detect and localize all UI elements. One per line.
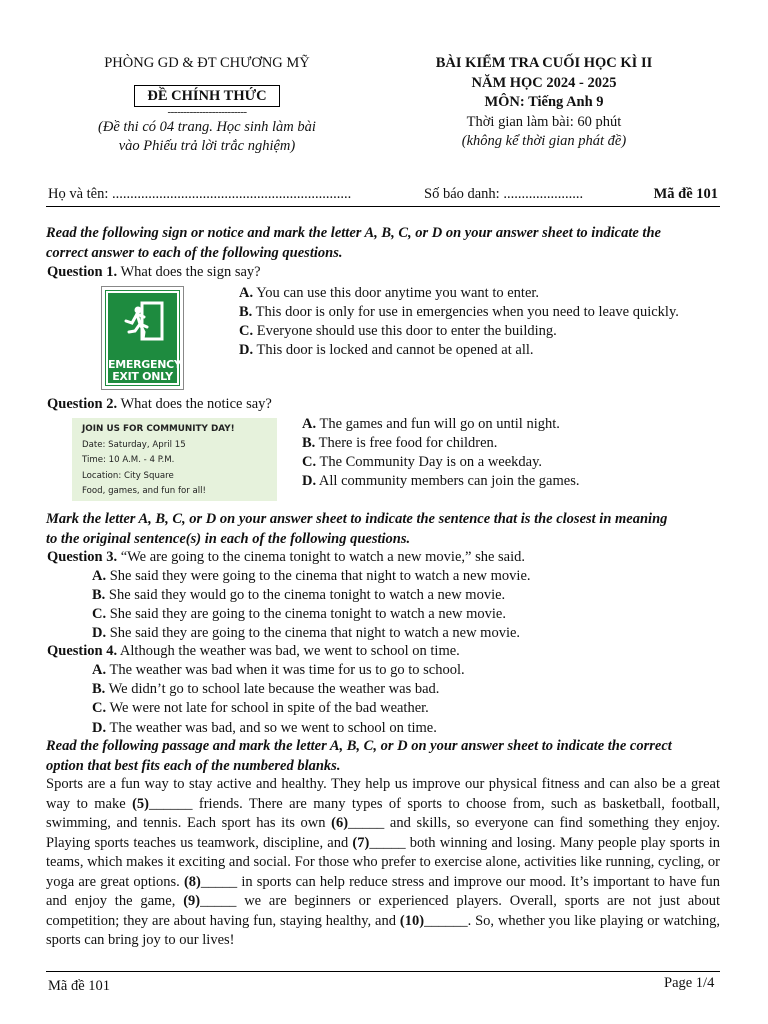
q4-option-d-text: The weather was bad, and so we went to school on time. [106,720,437,736]
blank-6-label: (6) [331,815,349,831]
subject: MÔN: Tiếng Anh 9 [484,94,604,110]
q3-option-c[interactable] [92,605,506,625]
q3-option-b[interactable] [92,586,505,606]
duration-note: (không kể thời gian phát đề) [461,133,627,149]
q4-option-c-text: We were not late for school in spite of the bad weather. [106,700,429,716]
notice-location: Location: City Square [82,470,174,481]
section1-instruction-line2: correct answer to each of the following questions. [46,244,343,261]
section3-instruction-line2: option that best fits each of the numbered blanks. [46,757,341,774]
q4-option-c[interactable] [92,699,429,719]
q2-option-a-text: The games and fun will go on until night. [316,416,560,432]
section2-instruction [46,510,720,549]
q3-option-d-letter: D. [92,625,107,641]
footer-rule [46,971,720,972]
exam-title: BÀI KIỂM TRA CUỐI HỌC KÌ II [435,55,653,71]
passage-text: _____ both winning and losing. Many people play sports in teams, which makes it exciting and social. For those who prefer to exercise alone, activities like running, cycling, or yoga are great options. [46,834,720,890]
q4-option-a[interactable] [92,661,465,681]
sign-caption [108,358,182,383]
q1-option-c[interactable] [239,322,557,342]
q2-option-b-letter: B. [302,435,316,451]
sign-background [106,291,182,385]
official-exam-label: ĐỀ CHÍNH THỨC [134,85,279,107]
emergency-exit-sign [101,286,184,390]
divider-dashes: ------------------------- [167,105,247,118]
q2-option-c[interactable] [302,453,542,473]
passage-text: _____ in sports can help reduce stress and improve our mood. It’s important to have fun and enjoy the game, [46,873,720,909]
q1-option-a-text: You can use this door anytime you want to enter. [253,285,540,301]
question-2-label: Question 2. [47,396,118,412]
passage-text: ______ friends. There are many types of sports to choose from, such as basketball, football, swimming, and tennis. Each sport has its own [46,795,720,831]
student-id-field[interactable]: Số báo danh: ...................... [424,186,584,202]
question-1-text: What does the sign say? [117,264,261,280]
q2-option-d[interactable] [302,472,579,492]
q1-option-c-text: Everyone should use this door to enter the building. [253,323,557,339]
running-man-door-icon [120,299,168,347]
school-year: NĂM HỌC 2024 - 2025 [471,74,617,91]
question-3-stem [47,548,525,568]
duration: Thời gian làm bài: 60 phút [466,113,622,130]
q3-option-c-letter: C. [92,606,107,622]
student-name-field[interactable]: Họ và tên: .................................................................. [48,186,352,202]
blank-5-label: (5) [132,795,149,812]
q1-option-a-letter: A. [239,285,254,301]
q4-option-b-text: We didn’t go to school late because the weather was bad. [105,681,440,697]
question-2-text: What does the notice say? [117,396,272,412]
question-3-label: Question 3. [47,549,118,565]
sign-caption-line2: EXIT ONLY [112,370,173,383]
department-name: PHÒNG GD & ĐT CHƯƠNG MỸ [104,55,310,71]
q1-option-b[interactable] [239,303,679,323]
header-left [48,54,366,157]
question-3-text: “We are going to the cinema tonight to watch a new movie,” she said. [117,549,526,565]
section3-instruction [46,737,720,776]
q1-option-b-text: This door is only for use in emergencies when you need to leave quickly. [252,304,679,320]
notice-title: JOIN US FOR COMMUNITY DAY! [82,424,235,434]
passage-text: _____ and skills, so everyone can find something they enjoy. Playing sports teaches us teamwork, discipline, and [46,815,720,851]
q2-option-d-text: All community members can join the games. [316,473,580,489]
footer-exam-code: Mã đề 101 [48,978,111,994]
passage-text: Sports are a fun way to stay active and healthy. They help us improve our physical fitness and can also be a great way to make [46,776,720,812]
notice-time: Time: 10 A.M. - 4 P.M. [82,455,175,465]
section3-instruction-line1: Read the following passage and mark the letter A, B, C, or D on your answer sheet to indicate the correct [46,738,672,754]
q1-option-b-letter: B. [239,304,253,320]
q3-option-a-letter: A. [92,568,107,584]
q4-option-c-letter: C. [92,700,107,716]
q2-option-b-text: There is free food for children. [315,435,498,451]
q1-option-d-text: This door is locked and cannot be opened at all. [253,342,534,358]
exam-note-line1: (Đề thi có 04 trang. Học sinh làm bài [98,118,316,135]
q4-option-a-letter: A. [92,662,107,678]
passage-text: _____ we are beginners or experienced players. Overall, sports are not just about competition; they are about having fun, staying healthy, and [46,893,721,929]
q1-option-d[interactable] [239,341,534,361]
q3-option-a[interactable] [92,567,531,587]
question-4-text: Although the weather was bad, we went to school on time. [117,643,460,659]
q1-option-a[interactable] [239,284,539,304]
header-right [380,54,708,152]
q3-option-b-letter: B. [92,587,106,603]
q2-option-c-letter: C. [302,454,317,470]
question-4-label: Question 4. [47,643,118,659]
q4-option-d-letter: D. [92,720,107,736]
q3-option-d-text: She said they are going to the cinema that night to watch a new movie. [106,625,521,641]
community-day-notice [72,418,277,501]
notice-date: Date: Saturday, April 15 [82,439,186,450]
blank-9-label: (9) [183,893,201,909]
exam-code: Mã đề 101 [653,186,718,202]
question-1-label: Question 1. [47,264,118,280]
q4-option-b-letter: B. [92,681,106,697]
q2-option-a[interactable] [302,415,560,435]
student-info-row [48,185,718,205]
question-1-stem [47,263,261,283]
q1-option-c-letter: C. [239,323,254,339]
reading-passage [46,775,720,951]
blank-10-label: (10) [399,912,425,929]
notice-extra: Food, games, and fun for all! [82,486,206,496]
q2-option-c-text: The Community Day is on a weekday. [316,454,543,470]
q4-option-b[interactable] [92,680,439,700]
header-rule [46,206,720,207]
q1-option-d-letter: D. [239,342,254,358]
section1-instruction [46,224,720,263]
section2-instruction-line1: Mark the letter A, B, C, or D on your answer sheet to indicate the sentence that is the closest in meaning [46,511,668,527]
q3-option-a-text: She said they were going to the cinema that night to watch a new movie. [106,568,531,584]
sign-caption-line1: EMERGENCY [108,358,182,371]
q3-option-c-text: She said they are going to the cinema tonight to watch a new movie. [106,606,506,622]
blank-8-label: (8) [183,873,201,890]
section2-instruction-line2: to the original sentence(s) in each of the following questions. [46,530,411,547]
q3-option-b-text: She said they would go to the cinema tonight to watch a new movie. [105,587,506,603]
q4-option-a-text: The weather was bad when it was time for us to go to school. [106,662,465,678]
passage-text: ______. So, whether you like playing or watching, sports can bring joy to our lives! [46,912,720,948]
q3-option-d[interactable] [92,624,520,644]
page-number: Page 1/4 [664,975,715,991]
q2-option-b[interactable] [302,434,497,454]
question-4-stem [47,642,460,662]
question-2-stem [47,395,272,415]
blank-7-label: (7) [352,834,370,851]
q2-option-a-letter: A. [302,416,317,432]
section1-instruction-line1: Read the following sign or notice and mark the letter A, B, C, or D on your answer sheet to indicate the [46,225,661,241]
exam-note-line2: vào Phiếu trả lời trắc nghiệm) [118,138,296,154]
q4-option-d[interactable] [92,719,437,739]
q2-option-d-letter: D. [302,473,317,489]
